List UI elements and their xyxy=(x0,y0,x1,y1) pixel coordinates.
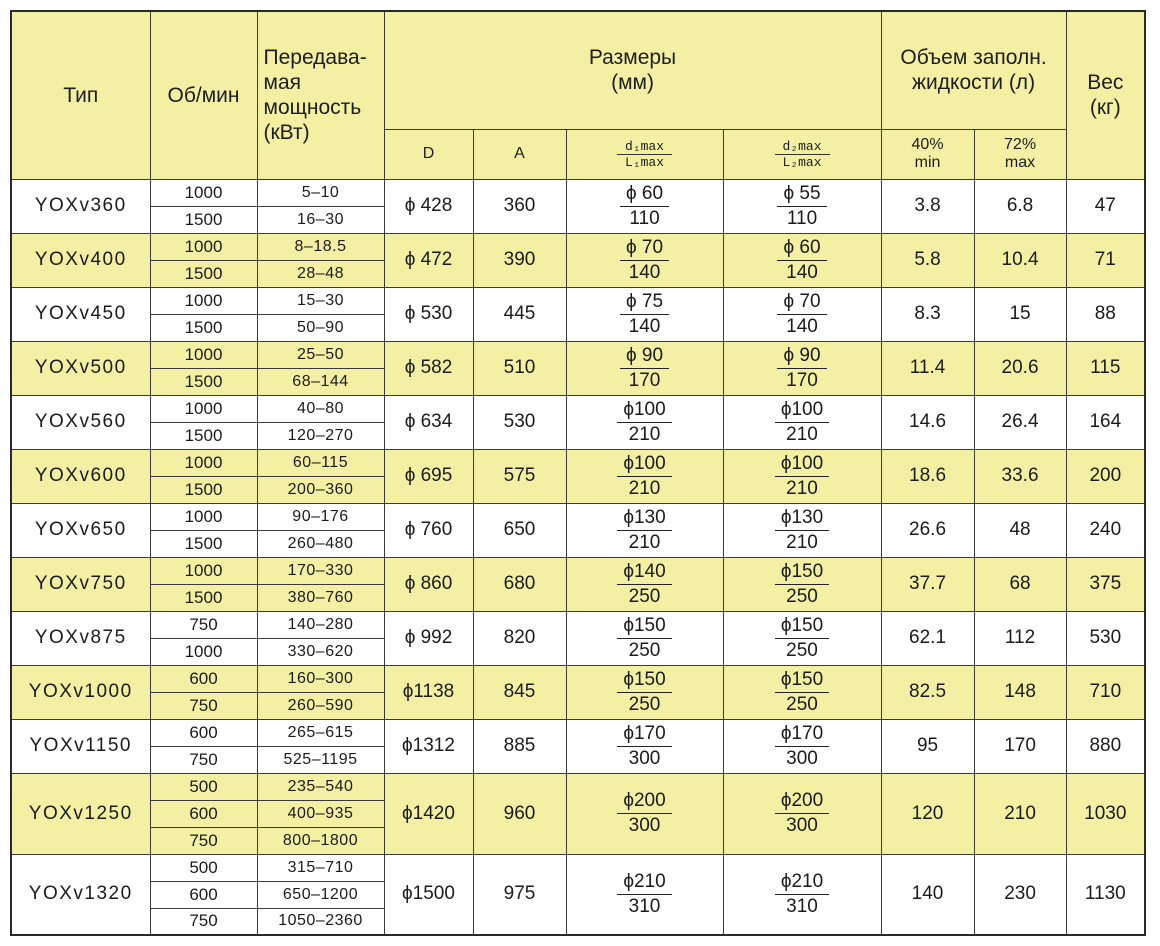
cell-type: YOXv1250 xyxy=(11,773,150,854)
cell-d1-l1 xyxy=(566,665,723,719)
cell-fill-min: 14.6 xyxy=(881,395,974,449)
cell-rpm: 1500 xyxy=(150,206,257,233)
cell-d2-l2 xyxy=(723,665,881,719)
cell-l1: 170 xyxy=(628,369,661,391)
cell-rpm: 1000 xyxy=(150,179,257,206)
cell-rpm: 750 xyxy=(150,611,257,638)
table-row xyxy=(11,719,1145,746)
cell-l2: 250 xyxy=(786,639,818,661)
cell-d2-l2 xyxy=(723,773,881,854)
cell-fill-max: 33.6 xyxy=(974,449,1066,503)
cell-fill-max: 26.4 xyxy=(974,395,1066,449)
cell-l2: 250 xyxy=(786,585,818,607)
cell-d2: ϕ150 xyxy=(775,668,829,693)
cell-l1: 210 xyxy=(628,423,661,445)
cell-fill-min: 18.6 xyxy=(881,449,974,503)
cell-type: YOXv500 xyxy=(11,341,150,395)
cell-d1: ϕ 90 xyxy=(620,344,669,369)
cell-d: ϕ1500 xyxy=(384,854,473,935)
cell-fill-min: 82.5 xyxy=(881,665,974,719)
cell-type: YOXv650 xyxy=(11,503,150,557)
cell-d1-l1 xyxy=(566,287,723,341)
cell-d2-l2 xyxy=(723,611,881,665)
cell-power: 25–50 xyxy=(257,341,384,368)
cell-d: ϕ 472 xyxy=(384,233,473,287)
cell-power: 650–1200 xyxy=(257,881,384,908)
table-row xyxy=(11,449,1145,476)
cell-d1-l1 xyxy=(566,854,723,935)
cell-rpm: 750 xyxy=(150,746,257,773)
cell-rpm: 1500 xyxy=(150,422,257,449)
table-row xyxy=(11,287,1145,314)
cell-d1-l1 xyxy=(566,719,723,773)
cell-d1-l1 xyxy=(566,395,723,449)
cell-fill-min: 120 xyxy=(881,773,974,854)
cell-l2: 210 xyxy=(786,423,818,445)
cell-d: ϕ 634 xyxy=(384,395,473,449)
cell-rpm: 1500 xyxy=(150,476,257,503)
table-body xyxy=(11,179,1145,935)
cell-power: 5–10 xyxy=(257,179,384,206)
cell-d: ϕ 582 xyxy=(384,341,473,395)
cell-power: 200–360 xyxy=(257,476,384,503)
cell-fill-min: 95 xyxy=(881,719,974,773)
cell-power: 525–1195 xyxy=(257,746,384,773)
cell-power: 260–590 xyxy=(257,692,384,719)
cell-weight: 88 xyxy=(1066,287,1145,341)
cell-rpm: 600 xyxy=(150,719,257,746)
cell-power: 15–30 xyxy=(257,287,384,314)
header-l2-max: L₂max xyxy=(782,154,822,170)
cell-fill-max: 6.8 xyxy=(974,179,1066,233)
cell-l2: 250 xyxy=(786,693,818,715)
header-a: A xyxy=(473,129,566,179)
header-d1-l1 xyxy=(566,129,723,179)
cell-rpm: 600 xyxy=(150,665,257,692)
cell-d2: ϕ 60 xyxy=(777,236,826,261)
cell-rpm: 1500 xyxy=(150,584,257,611)
header-d2-max: d₂max xyxy=(775,140,830,155)
cell-a: 680 xyxy=(473,557,566,611)
cell-power: 265–615 xyxy=(257,719,384,746)
header-rpm: Об/мин xyxy=(150,11,257,179)
cell-d1: ϕ170 xyxy=(617,722,671,747)
cell-a: 975 xyxy=(473,854,566,935)
cell-weight: 1130 xyxy=(1066,854,1145,935)
cell-a: 360 xyxy=(473,179,566,233)
cell-rpm: 1500 xyxy=(150,368,257,395)
cell-l1: 210 xyxy=(628,477,661,499)
table-row xyxy=(11,557,1145,584)
cell-d2: ϕ100 xyxy=(775,452,829,477)
cell-l2: 170 xyxy=(786,369,818,391)
cell-l1: 110 xyxy=(629,207,660,229)
header-l1-max: L₁max xyxy=(624,154,664,170)
cell-a: 390 xyxy=(473,233,566,287)
cell-d2: ϕ 90 xyxy=(777,344,826,369)
cell-rpm: 750 xyxy=(150,692,257,719)
cell-fill-min: 62.1 xyxy=(881,611,974,665)
cell-d2-l2 xyxy=(723,557,881,611)
header-fill-min: 40% min xyxy=(881,129,974,179)
cell-d1: ϕ200 xyxy=(617,789,671,814)
cell-d2: ϕ130 xyxy=(775,506,829,531)
cell-fill-max: 48 xyxy=(974,503,1066,557)
cell-power: 260–480 xyxy=(257,530,384,557)
cell-rpm: 1000 xyxy=(150,233,257,260)
cell-d1-l1 xyxy=(566,449,723,503)
cell-power: 160–300 xyxy=(257,665,384,692)
cell-type: YOXv450 xyxy=(11,287,150,341)
cell-d2-l2 xyxy=(723,449,881,503)
cell-d2: ϕ150 xyxy=(775,560,829,585)
cell-d2-l2 xyxy=(723,341,881,395)
cell-rpm: 1500 xyxy=(150,260,257,287)
cell-a: 845 xyxy=(473,665,566,719)
cell-weight: 71 xyxy=(1066,233,1145,287)
header-dimensions: Размеры (мм) xyxy=(384,11,881,129)
cell-power: 60–115 xyxy=(257,449,384,476)
cell-d2: ϕ200 xyxy=(775,789,829,814)
cell-d: ϕ 530 xyxy=(384,287,473,341)
header-type: Тип xyxy=(11,11,150,179)
cell-l2: 300 xyxy=(786,747,818,769)
table-row xyxy=(11,341,1145,368)
cell-power: 16–30 xyxy=(257,206,384,233)
cell-d1-l1 xyxy=(566,503,723,557)
cell-power: 315–710 xyxy=(257,854,384,881)
cell-power: 330–620 xyxy=(257,638,384,665)
cell-l1: 210 xyxy=(628,531,661,553)
cell-weight: 115 xyxy=(1066,341,1145,395)
cell-power: 8–18.5 xyxy=(257,233,384,260)
cell-a: 885 xyxy=(473,719,566,773)
header-d1-max: d₁max xyxy=(617,140,672,155)
cell-power: 90–176 xyxy=(257,503,384,530)
cell-d1-l1 xyxy=(566,557,723,611)
cell-rpm: 500 xyxy=(150,854,257,881)
cell-d1: ϕ150 xyxy=(617,614,671,639)
cell-rpm: 1000 xyxy=(150,341,257,368)
cell-fill-max: 15 xyxy=(974,287,1066,341)
cell-l2: 210 xyxy=(786,531,818,553)
cell-type: YOXv600 xyxy=(11,449,150,503)
cell-d1: ϕ100 xyxy=(617,398,671,423)
cell-l1: 140 xyxy=(628,315,661,337)
table-row xyxy=(11,611,1145,638)
cell-fill-max: 68 xyxy=(974,557,1066,611)
cell-d2: ϕ210 xyxy=(775,870,829,895)
cell-a: 650 xyxy=(473,503,566,557)
cell-l1: 250 xyxy=(628,693,661,715)
cell-type: YOXv400 xyxy=(11,233,150,287)
cell-weight: 47 xyxy=(1066,179,1145,233)
cell-type: YOXv560 xyxy=(11,395,150,449)
cell-d: ϕ 760 xyxy=(384,503,473,557)
cell-power: 40–80 xyxy=(257,395,384,422)
cell-d: ϕ1420 xyxy=(384,773,473,854)
cell-d1-l1 xyxy=(566,773,723,854)
cell-type: YOXv1150 xyxy=(11,719,150,773)
cell-l1: 300 xyxy=(628,815,661,836)
cell-d1: ϕ130 xyxy=(617,506,671,531)
cell-power: 235–540 xyxy=(257,773,384,800)
cell-rpm: 1000 xyxy=(150,287,257,314)
cell-l2: 140 xyxy=(786,315,818,337)
table-row xyxy=(11,773,1145,800)
cell-d2-l2 xyxy=(723,719,881,773)
cell-l2: 210 xyxy=(786,477,818,499)
cell-a: 820 xyxy=(473,611,566,665)
cell-a: 575 xyxy=(473,449,566,503)
cell-power: 1050–2360 xyxy=(257,908,384,935)
cell-d2: ϕ100 xyxy=(775,398,829,423)
cell-weight: 710 xyxy=(1066,665,1145,719)
cell-a: 530 xyxy=(473,395,566,449)
cell-d1: ϕ100 xyxy=(617,452,671,477)
header-d: D xyxy=(384,129,473,179)
coupling-spec-table xyxy=(10,10,1146,936)
cell-rpm: 1500 xyxy=(150,530,257,557)
cell-l1: 300 xyxy=(628,747,661,769)
cell-d1-l1 xyxy=(566,611,723,665)
cell-d: ϕ1138 xyxy=(384,665,473,719)
cell-power: 120–270 xyxy=(257,422,384,449)
cell-d1-l1 xyxy=(566,179,723,233)
cell-a: 510 xyxy=(473,341,566,395)
cell-l1: 140 xyxy=(628,261,661,283)
cell-rpm: 1000 xyxy=(150,449,257,476)
cell-fill-max: 230 xyxy=(974,854,1066,935)
header-d2-l2 xyxy=(723,129,881,179)
cell-d2: ϕ150 xyxy=(775,614,829,639)
cell-d: ϕ 428 xyxy=(384,179,473,233)
cell-fill-min: 8.3 xyxy=(881,287,974,341)
table-row xyxy=(11,854,1145,881)
cell-d1: ϕ 75 xyxy=(620,290,669,315)
cell-fill-max: 148 xyxy=(974,665,1066,719)
cell-weight: 200 xyxy=(1066,449,1145,503)
cell-rpm: 500 xyxy=(150,773,257,800)
cell-d: ϕ1312 xyxy=(384,719,473,773)
cell-d1: ϕ210 xyxy=(617,870,671,895)
cell-d2-l2 xyxy=(723,395,881,449)
cell-type: YOXv750 xyxy=(11,557,150,611)
cell-d: ϕ 992 xyxy=(384,611,473,665)
cell-rpm: 1000 xyxy=(150,503,257,530)
cell-rpm: 1500 xyxy=(150,314,257,341)
cell-power: 68–144 xyxy=(257,368,384,395)
cell-weight: 530 xyxy=(1066,611,1145,665)
header-fill-max: 72% max xyxy=(974,129,1066,179)
cell-type: YOXv360 xyxy=(11,179,150,233)
cell-fill-max: 10.4 xyxy=(974,233,1066,287)
cell-l1: 310 xyxy=(628,895,661,917)
cell-fill-min: 3.8 xyxy=(881,179,974,233)
cell-fill-min: 26.6 xyxy=(881,503,974,557)
cell-weight: 164 xyxy=(1066,395,1145,449)
cell-type: YOXv1320 xyxy=(11,854,150,935)
table-row xyxy=(11,395,1145,422)
cell-power: 170–330 xyxy=(257,557,384,584)
cell-d2-l2 xyxy=(723,233,881,287)
cell-rpm: 600 xyxy=(150,881,257,908)
cell-l2: 110 xyxy=(786,207,818,229)
cell-weight: 375 xyxy=(1066,557,1145,611)
cell-rpm: 750 xyxy=(150,827,257,854)
cell-type: YOXv875 xyxy=(11,611,150,665)
cell-type: YOXv1000 xyxy=(11,665,150,719)
cell-fill-max: 210 xyxy=(974,773,1066,854)
cell-fill-min: 37.7 xyxy=(881,557,974,611)
cell-rpm: 1000 xyxy=(150,638,257,665)
cell-weight: 880 xyxy=(1066,719,1145,773)
cell-l1: 250 xyxy=(628,585,661,607)
cell-power: 380–760 xyxy=(257,584,384,611)
header-power: Передава- мая мощность (кВт) xyxy=(257,11,384,179)
cell-a: 960 xyxy=(473,773,566,854)
cell-power: 28–48 xyxy=(257,260,384,287)
cell-d2-l2 xyxy=(723,287,881,341)
table-row xyxy=(11,503,1145,530)
cell-d2-l2 xyxy=(723,854,881,935)
cell-power: 50–90 xyxy=(257,314,384,341)
cell-l1: 250 xyxy=(628,639,661,661)
cell-l2: 310 xyxy=(786,895,818,917)
cell-weight: 240 xyxy=(1066,503,1145,557)
cell-rpm: 600 xyxy=(150,800,257,827)
cell-d: ϕ 860 xyxy=(384,557,473,611)
cell-power: 400–935 xyxy=(257,800,384,827)
cell-d2: ϕ 55 xyxy=(777,182,826,207)
cell-d2-l2 xyxy=(723,503,881,557)
cell-d1: ϕ140 xyxy=(617,560,671,585)
header-weight: Вес (кг) xyxy=(1066,11,1145,179)
cell-fill-max: 170 xyxy=(974,719,1066,773)
cell-rpm: 1000 xyxy=(150,557,257,584)
cell-d2-l2 xyxy=(723,179,881,233)
cell-weight: 1030 xyxy=(1066,773,1145,854)
table-row xyxy=(11,665,1145,692)
cell-power: 140–280 xyxy=(257,611,384,638)
table-row xyxy=(11,233,1145,260)
cell-d2: ϕ 70 xyxy=(777,290,826,315)
cell-fill-max: 112 xyxy=(974,611,1066,665)
cell-d1: ϕ 70 xyxy=(620,236,669,261)
cell-d1-l1 xyxy=(566,233,723,287)
cell-fill-min: 140 xyxy=(881,854,974,935)
table-row xyxy=(11,179,1145,206)
cell-fill-max: 20.6 xyxy=(974,341,1066,395)
cell-power: 800–1800 xyxy=(257,827,384,854)
cell-d1: ϕ 60 xyxy=(620,182,669,207)
cell-rpm: 1000 xyxy=(150,395,257,422)
cell-d1-l1 xyxy=(566,341,723,395)
cell-fill-min: 5.8 xyxy=(881,233,974,287)
cell-d: ϕ 695 xyxy=(384,449,473,503)
header-fill-volume: Объем заполн. жидкости (л) xyxy=(881,11,1066,129)
cell-fill-min: 11.4 xyxy=(881,341,974,395)
cell-l2: 300 xyxy=(786,815,818,836)
cell-d2: ϕ170 xyxy=(775,722,829,747)
cell-d1: ϕ150 xyxy=(617,668,671,693)
cell-a: 445 xyxy=(473,287,566,341)
cell-rpm: 750 xyxy=(150,908,257,935)
cell-l2: 140 xyxy=(786,261,818,283)
